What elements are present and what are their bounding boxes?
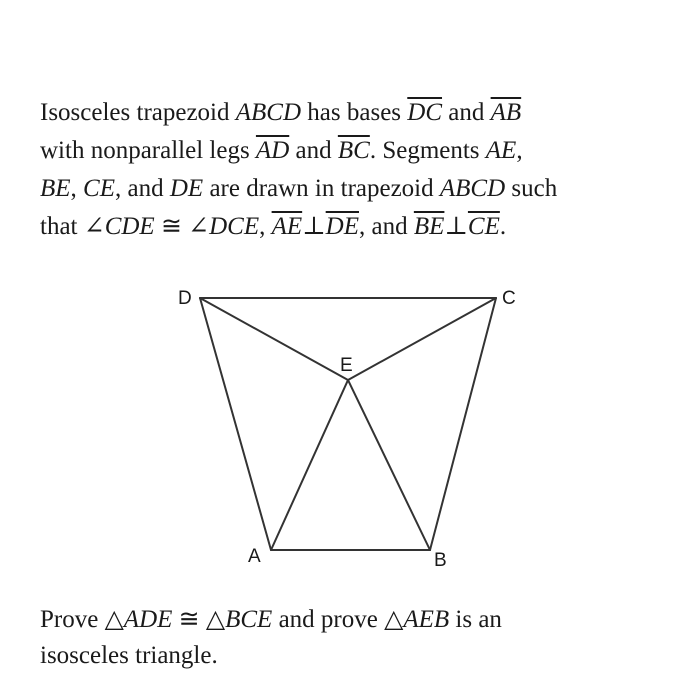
figure-lines [200, 298, 496, 550]
text-run: Prove [40, 606, 105, 633]
text-run: , [70, 175, 84, 202]
congruent-symbol: ≅ [154, 213, 189, 240]
segment-ce-name: CE [83, 175, 115, 202]
text-run: and prove [272, 606, 385, 633]
segment-ae: $\overline{AE}$ [271, 213, 303, 240]
text-run: Isosceles trapezoid [40, 99, 236, 126]
vertex-label-d: D [178, 288, 192, 309]
segment-ad-line [200, 298, 271, 550]
segment-bc: $\overline{BC}$ [337, 137, 370, 164]
angle-dce: ∠DCE [188, 213, 260, 240]
congruent-symbol: ≅ [172, 606, 206, 633]
segment-ae-line [271, 380, 348, 550]
text-run: . Segments [369, 137, 486, 164]
trapezoid-name: ABCD [439, 175, 506, 202]
vertex-label-e: E [340, 355, 353, 376]
segment-be-line [348, 380, 430, 550]
text-run: and [289, 137, 338, 164]
text-run: , and [115, 175, 170, 202]
trapezoid-name: ABCD [235, 99, 302, 126]
segment-be-name: BE [40, 175, 71, 202]
text-run: has bases [301, 99, 408, 126]
segment-de-line [200, 298, 348, 380]
prompt-line-2 [40, 638, 680, 674]
triangle-aeb: △AEB [384, 606, 450, 633]
proof-prompt [40, 602, 680, 674]
segment-ae-name: AE [485, 137, 517, 164]
text-run: , and [359, 213, 414, 240]
text-run: , [516, 137, 523, 164]
text-run: is an [449, 606, 502, 633]
segment-ad: $\overline{AD}$ [255, 137, 290, 164]
segment-de-name: DE [169, 175, 204, 202]
triangle-ade: △ADE [104, 606, 173, 633]
segment-dc: $\overline{DC}$ [407, 99, 443, 126]
angle-cde: ∠CDE [83, 213, 155, 240]
triangle-bce: △BCE [205, 606, 273, 633]
segment-bc-line [430, 298, 496, 550]
perpendicular-symbol: ⊥ [302, 213, 326, 240]
text-run: such [505, 175, 558, 202]
text-run: that [40, 213, 84, 240]
segment-be: $\overline{BE}$ [413, 213, 445, 240]
text-run: with nonparallel legs [40, 137, 256, 164]
text-run: and [442, 99, 491, 126]
perpendicular-symbol: ⊥ [444, 213, 468, 240]
segment-ab: $\overline{AB}$ [490, 99, 522, 126]
segment-ce: $\overline{CE}$ [467, 213, 500, 240]
segment-ce-line [348, 298, 496, 380]
text-run: . [499, 213, 507, 240]
segment-de: $\overline{DE}$ [325, 213, 359, 240]
text-run: , [259, 213, 272, 240]
vertex-label-b: B [434, 550, 447, 571]
prompt-line-1 [40, 602, 680, 638]
vertex-label-c: C [502, 288, 516, 309]
text-run: isosceles triangle. [40, 642, 218, 669]
text-run: are drawn in trapezoid [203, 175, 440, 202]
vertex-label-a: A [248, 546, 261, 567]
